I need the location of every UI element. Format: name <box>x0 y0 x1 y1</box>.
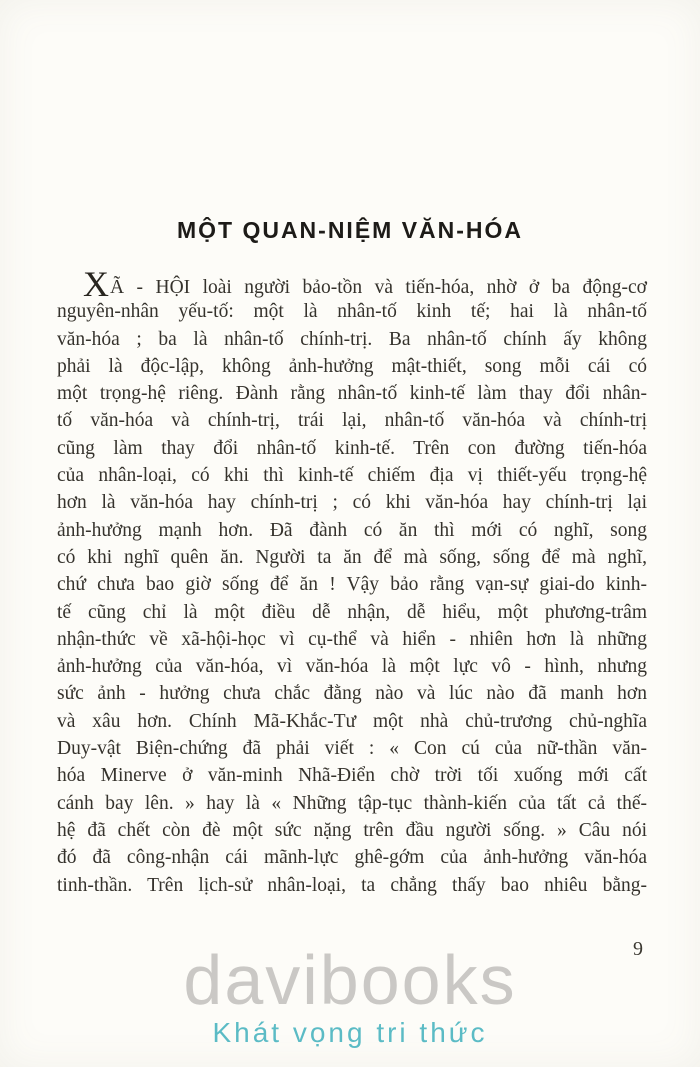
drop-cap: X <box>83 264 110 304</box>
body-text-line: một trọng-hệ riêng. Đành rằng nhân-tố kinh-tế làm thay đổi nhân- <box>57 383 647 405</box>
body-text-line: chứ chưa bao giờ sống để ăn ! Vậy bảo rằng vạn-sự giai-do kinh- <box>57 574 647 596</box>
body-first-line <box>57 264 647 304</box>
body-text <box>57 264 647 899</box>
body-text-line: tố văn-hóa và chính-trị, trái lại, nhân-tố văn-hóa và chính-trị <box>57 410 647 432</box>
body-text-line: hệ đã chết còn đè một sức nặng trên đầu người sống. » Câu nói <box>57 819 647 841</box>
body-text-line: nguyên-nhân yếu-tố: một là nhân-tố kinh tế; hai là nhân-tố <box>57 301 647 323</box>
body-text-line: phải là độc-lập, không ảnh-hưởng mật-thiết, song mỗi cái có <box>57 355 647 377</box>
body-text-line: của nhân-loại, có khi thì kinh-tế chiếm địa vị thiết-yếu trọng-hệ <box>57 465 647 487</box>
watermark-brand: davibooks <box>183 941 517 1019</box>
body-text-line: văn-hóa ; ba là nhân-tố chính-trị. Ba nhân-tố chính ấy không <box>57 328 647 350</box>
watermark-tagline: Khát vọng tri thức <box>212 1017 488 1048</box>
body-text-line: hóa Minerve ở văn-minh Nhã-Điển chờ trời tối xuống mới cất <box>57 765 647 787</box>
body-text-line: nhận-thức về xã-hội-học vì cụ-thể và hiển - nhiên hơn là những <box>57 628 647 650</box>
body-text-line: Duy-vật Biện-chứng đã phải viết : « Con cú của nữ-thần văn- <box>57 738 647 760</box>
body-text-line: có khi nghĩ quên ăn. Người ta ăn để mà sống, sống để mà nghĩ, <box>57 546 647 568</box>
page-number: 9 <box>633 938 643 960</box>
body-first-line-text: Ã - HỘI loài người bảo-tồn và tiến-hóa, nhờ ở ba động-cơ <box>110 277 647 298</box>
body-text-line: tế cũng chỉ là một điều dễ nhận, dễ hiểu, một phương-trâm <box>57 601 647 623</box>
body-text-line: cánh bay lên. » hay là « Những tập-tục thành-kiến của tất cả thế- <box>57 792 647 814</box>
body-text-line: tinh-thần. Trên lịch-sử nhân-loại, ta chẳng thấy bao nhiêu bằng- <box>57 874 647 896</box>
body-text-line: cũng làm thay đổi nhân-tố kinh-tế. Trên con đường tiến-hóa <box>57 437 647 459</box>
body-text-line: đó đã công-nhận cái mãnh-lực ghê-gớm của ảnh-hưởng văn-hóa <box>57 847 647 869</box>
body-text-line: và xâu hơn. Chính Mã-Khắc-Tư một nhà chủ-trương chủ-nghĩa <box>57 710 647 732</box>
body-text-line: sức ảnh - hưởng chưa chắc đằng nào và lúc nào đã manh hơn <box>57 683 647 705</box>
body-text-line: hơn là văn-hóa hay chính-trị ; có khi văn-hóa hay chính-trị lại <box>57 492 647 514</box>
page-title: MỘT QUAN-NIỆM VĂN-HÓA <box>176 217 524 244</box>
body-text-line: ảnh-hưởng mạnh hơn. Đã đành có ăn thì mới có nghĩ, song <box>57 519 647 541</box>
body-text-line: ảnh-hưởng của văn-hóa, vì văn-hóa là một lực vô - hình, nhưng <box>57 656 647 678</box>
watermark <box>0 941 700 1049</box>
